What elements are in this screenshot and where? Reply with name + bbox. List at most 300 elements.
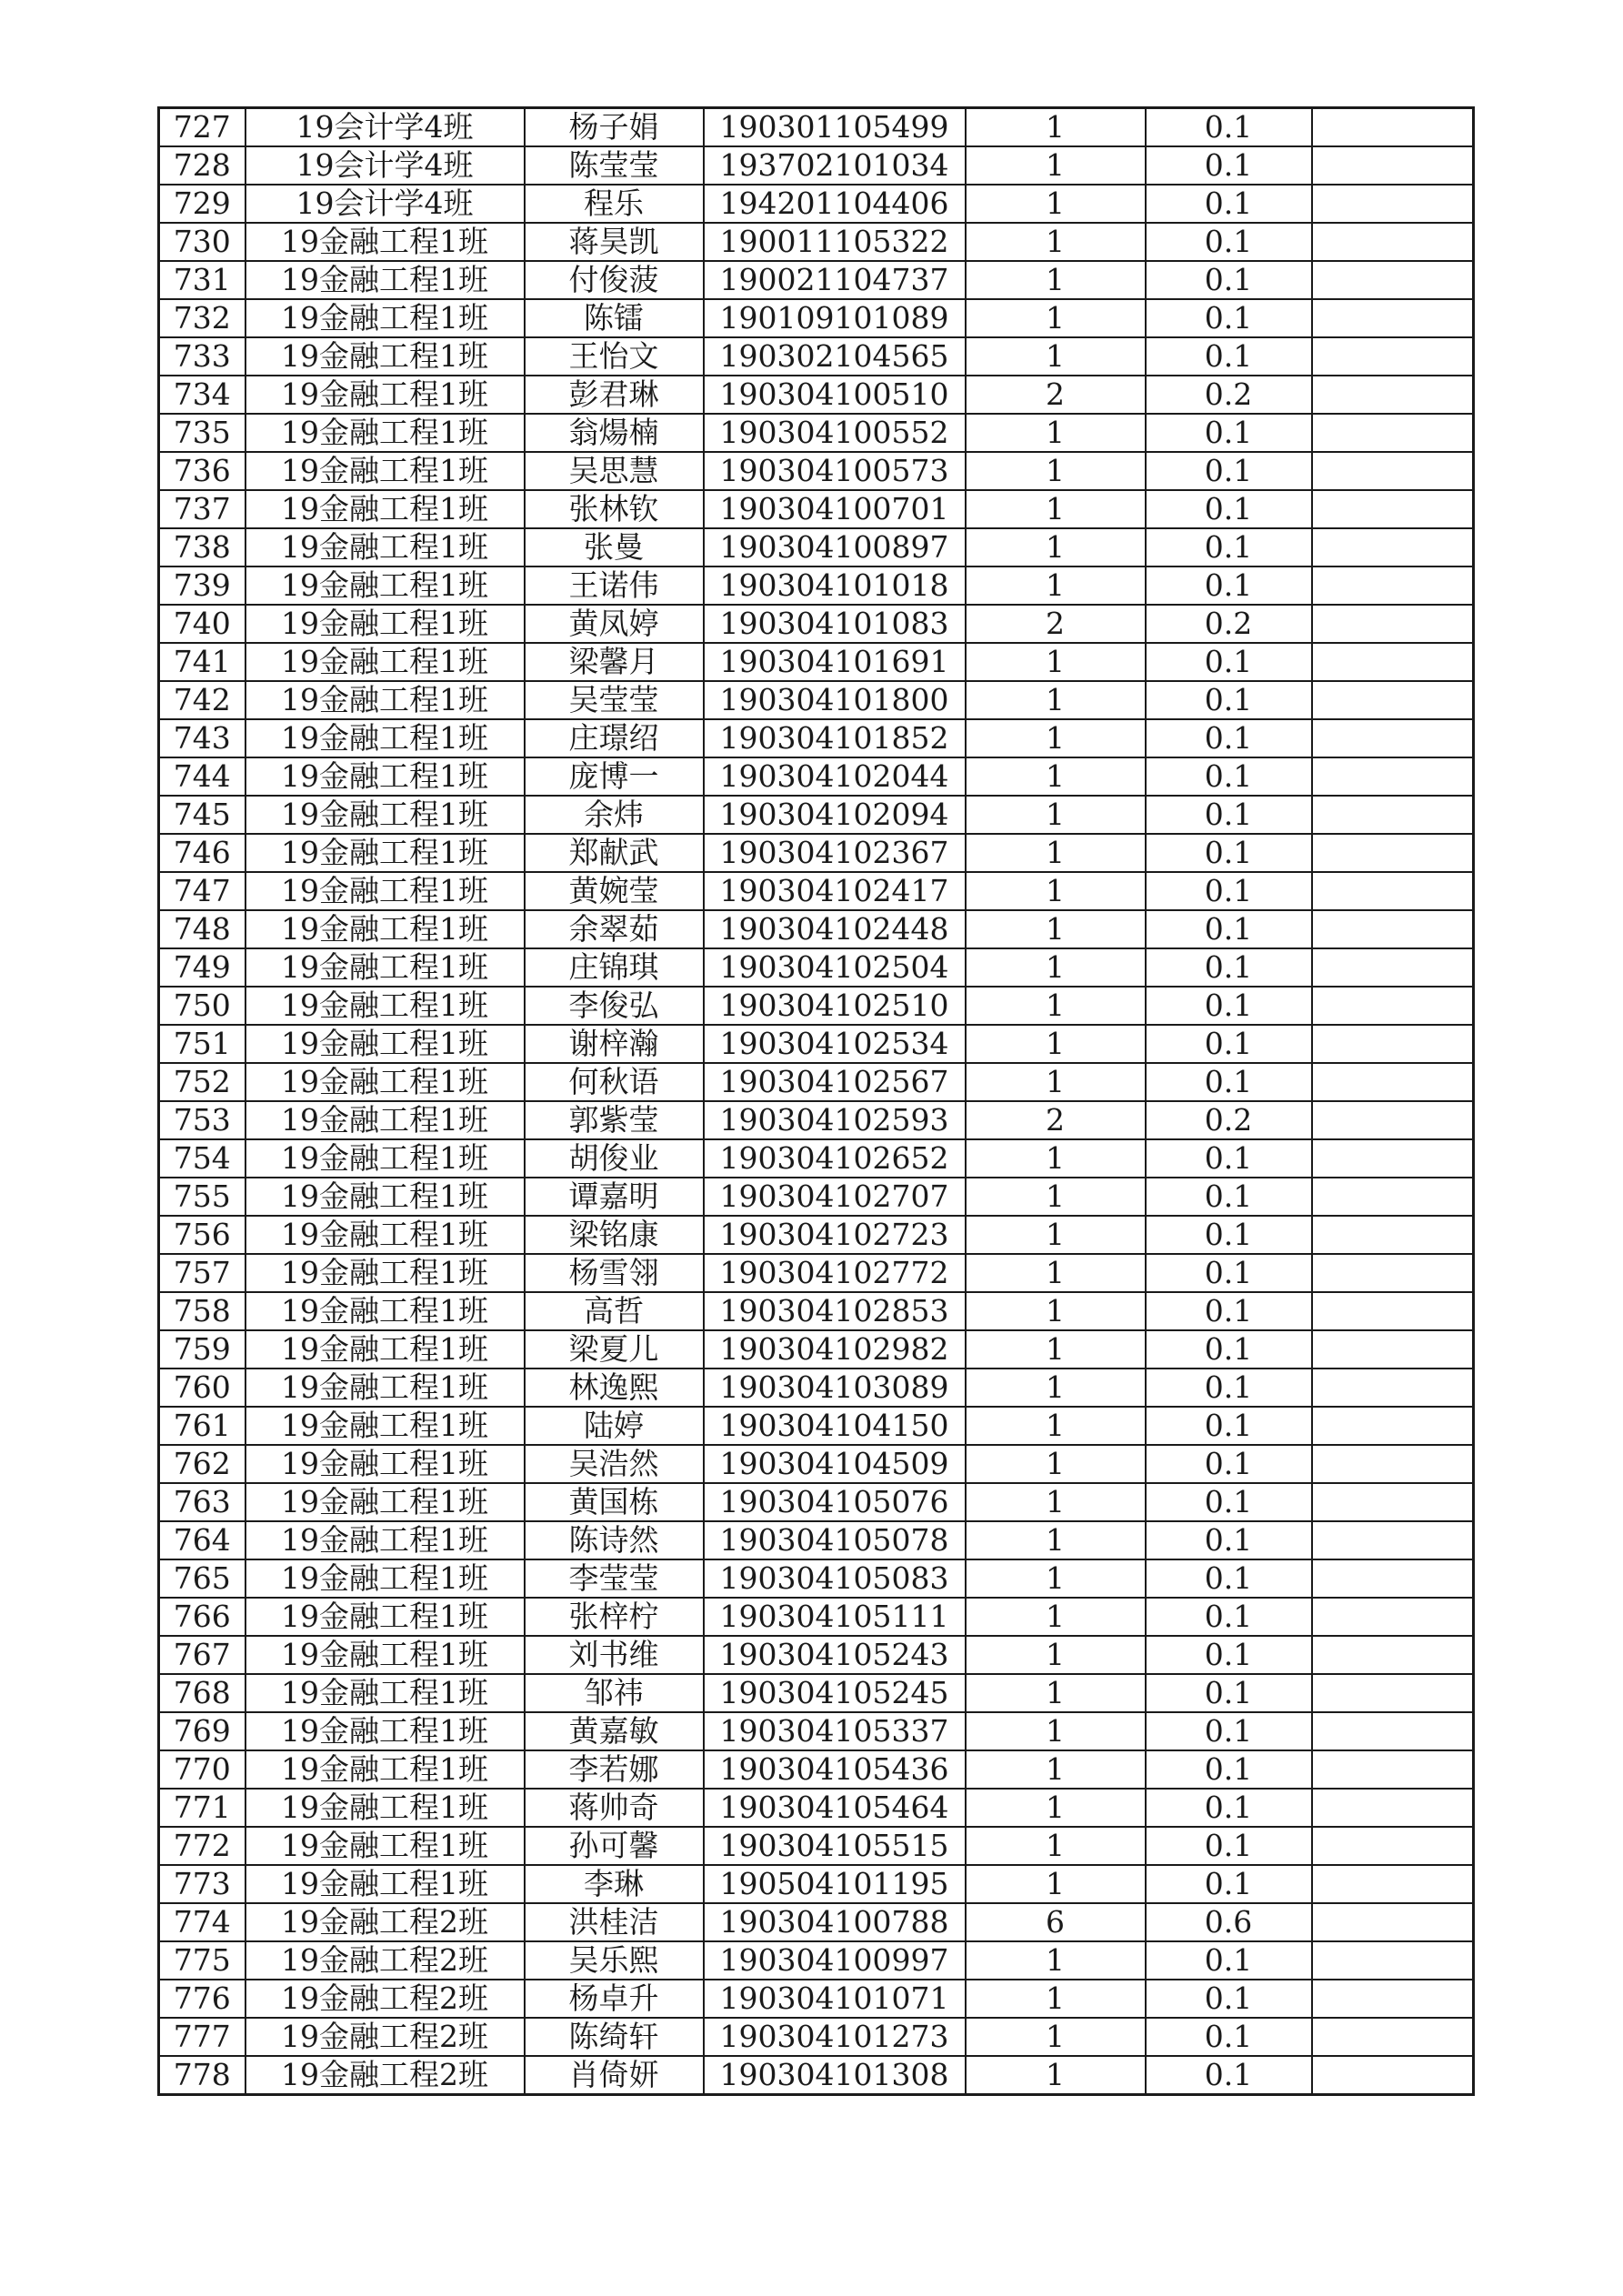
row-number-cell: 762 [159,1445,245,1483]
remark-cell [1312,1598,1474,1636]
row-number-cell: 777 [159,2018,245,2056]
student-id-cell: 193702101034 [704,146,966,185]
student-name-cell: 高哲 [525,1292,704,1330]
student-id-cell: 190304100897 [704,528,966,566]
table-row [159,2056,1474,2095]
table-row [159,566,1474,605]
class-name-cell: 19金融工程1班 [245,757,525,796]
student-id-cell: 190304100573 [704,452,966,490]
student-name-cell: 吴乐熙 [525,1941,704,1980]
remark-cell [1312,910,1474,948]
class-name-cell: 19金融工程2班 [245,2056,525,2095]
row-number-cell: 748 [159,910,245,948]
row-number-cell: 731 [159,261,245,299]
remark-cell [1312,1750,1474,1789]
table-row [159,948,1474,987]
student-name-cell: 梁馨月 [525,643,704,681]
row-number-cell: 733 [159,337,245,376]
row-number-cell: 773 [159,1865,245,1903]
score-cell: 0.1 [1146,872,1312,910]
student-name-cell: 余翠茹 [525,910,704,948]
student-id-cell: 190301105499 [704,108,966,147]
student-id-cell: 190304105111 [704,1598,966,1636]
row-number-cell: 734 [159,376,245,414]
remark-cell [1312,1063,1474,1101]
student-id-cell: 190109101089 [704,299,966,337]
class-name-cell: 19金融工程1班 [245,452,525,490]
score-cell: 0.1 [1146,2056,1312,2095]
student-name-cell: 杨卓升 [525,1980,704,2018]
student-id-cell: 190304105083 [704,1559,966,1598]
remark-cell [1312,1483,1474,1521]
count-cell: 2 [966,1101,1146,1139]
remark-cell [1312,1330,1474,1369]
row-number-cell: 741 [159,643,245,681]
table-row [159,490,1474,528]
count-cell: 6 [966,1903,1146,1941]
remark-cell [1312,1712,1474,1750]
count-cell: 1 [966,719,1146,757]
remark-cell [1312,1101,1474,1139]
table-row [159,1292,1474,1330]
student-id-cell: 190304102723 [704,1216,966,1254]
student-name-cell: 邹祎 [525,1674,704,1712]
row-number-cell: 778 [159,2056,245,2095]
table-row [159,337,1474,376]
student-id-cell: 190304101071 [704,1980,966,2018]
row-number-cell: 767 [159,1636,245,1674]
class-name-cell: 19金融工程1班 [245,376,525,414]
class-name-cell: 19金融工程1班 [245,796,525,834]
student-name-cell: 谢梓瀚 [525,1025,704,1063]
score-cell: 0.1 [1146,1941,1312,1980]
score-cell: 0.1 [1146,528,1312,566]
class-name-cell: 19会计学4班 [245,146,525,185]
score-cell: 0.1 [1146,1559,1312,1598]
class-name-cell: 19金融工程1班 [245,1865,525,1903]
count-cell: 1 [966,1674,1146,1712]
student-id-cell: 190304105436 [704,1750,966,1789]
remark-cell [1312,299,1474,337]
student-name-cell: 郭紫莹 [525,1101,704,1139]
table-row [159,1636,1474,1674]
row-number-cell: 758 [159,1292,245,1330]
student-id-cell: 190304101691 [704,643,966,681]
student-name-cell: 肖倚妍 [525,2056,704,2095]
count-cell: 1 [966,948,1146,987]
score-cell: 0.1 [1146,1712,1312,1750]
count-cell: 1 [966,1750,1146,1789]
student-id-cell: 190304105515 [704,1827,966,1865]
class-name-cell: 19金融工程1班 [245,987,525,1025]
count-cell: 1 [966,643,1146,681]
class-name-cell: 19金融工程1班 [245,1750,525,1789]
row-number-cell: 756 [159,1216,245,1254]
row-number-cell: 736 [159,452,245,490]
count-cell: 1 [966,566,1146,605]
class-name-cell: 19金融工程1班 [245,719,525,757]
score-cell: 0.1 [1146,261,1312,299]
table-row [159,185,1474,223]
row-number-cell: 737 [159,490,245,528]
table-row [159,681,1474,719]
table-row [159,1445,1474,1483]
class-name-cell: 19金融工程1班 [245,1330,525,1369]
table-row [159,1789,1474,1827]
table-row [159,1178,1474,1216]
score-cell: 0.1 [1146,1827,1312,1865]
table-row [159,1980,1474,2018]
table-row [159,872,1474,910]
class-name-cell: 19金融工程1班 [245,1369,525,1407]
student-id-cell: 190304100510 [704,376,966,414]
class-name-cell: 19金融工程1班 [245,490,525,528]
table-row [159,1407,1474,1445]
class-name-cell: 19金融工程1班 [245,1292,525,1330]
student-name-cell: 林逸熙 [525,1369,704,1407]
student-name-cell: 陈莹莹 [525,146,704,185]
score-cell: 0.1 [1146,1980,1312,2018]
class-name-cell: 19金融工程1班 [245,1216,525,1254]
table-row [159,414,1474,452]
row-number-cell: 775 [159,1941,245,1980]
student-name-cell: 王怡文 [525,337,704,376]
remark-cell [1312,872,1474,910]
score-cell: 0.1 [1146,1789,1312,1827]
student-name-cell: 梁夏儿 [525,1330,704,1369]
count-cell: 1 [966,681,1146,719]
table-row [159,643,1474,681]
class-name-cell: 19金融工程1班 [245,337,525,376]
student-name-cell: 陈绮轩 [525,2018,704,2056]
table-row [159,1369,1474,1407]
class-name-cell: 19金融工程1班 [245,1559,525,1598]
class-name-cell: 19金融工程1班 [245,1827,525,1865]
count-cell: 1 [966,1407,1146,1445]
student-id-cell: 190304102593 [704,1101,966,1139]
remark-cell [1312,796,1474,834]
student-id-cell: 194201104406 [704,185,966,223]
table-row [159,1254,1474,1292]
score-cell: 0.1 [1146,681,1312,719]
count-cell: 1 [966,1827,1146,1865]
student-name-cell: 庄锦琪 [525,948,704,987]
table-row [159,1101,1474,1139]
student-id-cell: 190304102504 [704,948,966,987]
student-name-cell: 陈诗然 [525,1521,704,1559]
score-cell: 0.1 [1146,1483,1312,1521]
student-name-cell: 陆婷 [525,1407,704,1445]
table-row [159,1025,1474,1063]
class-name-cell: 19金融工程1班 [245,1674,525,1712]
student-name-cell: 付俊菠 [525,261,704,299]
student-name-cell: 陈镭 [525,299,704,337]
remark-cell [1312,1980,1474,2018]
student-id-cell: 190304102367 [704,834,966,872]
student-name-cell: 洪桂洁 [525,1903,704,1941]
table-row [159,1903,1474,1941]
count-cell: 1 [966,1636,1146,1674]
class-name-cell: 19金融工程1班 [245,1789,525,1827]
student-id-cell: 190304101800 [704,681,966,719]
table-row [159,2018,1474,2056]
row-number-cell: 763 [159,1483,245,1521]
table-row [159,719,1474,757]
row-number-cell: 730 [159,223,245,261]
count-cell: 1 [966,2056,1146,2095]
student-name-cell: 梁铭康 [525,1216,704,1254]
remark-cell [1312,2018,1474,2056]
row-number-cell: 759 [159,1330,245,1369]
score-cell: 0.1 [1146,834,1312,872]
student-id-cell: 190304102510 [704,987,966,1025]
count-cell: 1 [966,1063,1146,1101]
remark-cell [1312,528,1474,566]
student-id-cell: 190011105322 [704,223,966,261]
student-id-cell: 190304102982 [704,1330,966,1369]
remark-cell [1312,452,1474,490]
student-id-cell: 190304100997 [704,1941,966,1980]
remark-cell [1312,1369,1474,1407]
student-id-cell: 190304105245 [704,1674,966,1712]
class-name-cell: 19金融工程1班 [245,1407,525,1445]
count-cell: 1 [966,1330,1146,1369]
table-row [159,261,1474,299]
score-cell: 0.1 [1146,1025,1312,1063]
remark-cell [1312,643,1474,681]
class-name-cell: 19金融工程1班 [245,1445,525,1483]
remark-cell [1312,414,1474,452]
score-cell: 0.1 [1146,1865,1312,1903]
score-cell: 0.1 [1146,223,1312,261]
row-number-cell: 764 [159,1521,245,1559]
table-row [159,1330,1474,1369]
remark-cell [1312,1254,1474,1292]
remark-cell [1312,1827,1474,1865]
score-cell: 0.1 [1146,452,1312,490]
row-number-cell: 766 [159,1598,245,1636]
class-name-cell: 19金融工程1班 [245,1636,525,1674]
score-cell: 0.1 [1146,2018,1312,2056]
class-name-cell: 19金融工程1班 [245,834,525,872]
remark-cell [1312,1445,1474,1483]
student-id-cell: 190304101018 [704,566,966,605]
row-number-cell: 738 [159,528,245,566]
score-cell: 0.1 [1146,1178,1312,1216]
row-number-cell: 745 [159,796,245,834]
count-cell: 2 [966,376,1146,414]
row-number-cell: 729 [159,185,245,223]
table-row [159,299,1474,337]
class-name-cell: 19金融工程1班 [245,528,525,566]
row-number-cell: 727 [159,108,245,147]
class-name-cell: 19金融工程1班 [245,1521,525,1559]
row-number-cell: 761 [159,1407,245,1445]
row-number-cell: 744 [159,757,245,796]
student-id-cell: 190304101273 [704,2018,966,2056]
student-id-cell: 190304102772 [704,1254,966,1292]
student-name-cell: 吴思慧 [525,452,704,490]
class-name-cell: 19金融工程1班 [245,1139,525,1178]
row-number-cell: 753 [159,1101,245,1139]
score-cell: 0.1 [1146,1369,1312,1407]
count-cell: 1 [966,1139,1146,1178]
count-cell: 1 [966,299,1146,337]
table-row [159,1559,1474,1598]
row-number-cell: 769 [159,1712,245,1750]
student-id-cell: 190302104565 [704,337,966,376]
score-cell: 0.1 [1146,1750,1312,1789]
class-name-cell: 19金融工程1班 [245,414,525,452]
student-id-cell: 190304100788 [704,1903,966,1941]
class-name-cell: 19金融工程1班 [245,1712,525,1750]
count-cell: 1 [966,223,1146,261]
class-name-cell: 19金融工程1班 [245,1178,525,1216]
student-name-cell: 谭嘉明 [525,1178,704,1216]
table-row [159,1865,1474,1903]
count-cell: 1 [966,1445,1146,1483]
class-name-cell: 19金融工程1班 [245,1598,525,1636]
score-cell: 0.1 [1146,299,1312,337]
score-cell: 0.1 [1146,490,1312,528]
student-name-cell: 蒋帅奇 [525,1789,704,1827]
student-id-cell: 190304100701 [704,490,966,528]
student-id-cell: 190304102707 [704,1178,966,1216]
class-name-cell: 19会计学4班 [245,185,525,223]
count-cell: 1 [966,108,1146,147]
roster-body [159,108,1474,2095]
class-name-cell: 19金融工程1班 [245,1025,525,1063]
remark-cell [1312,1178,1474,1216]
class-name-cell: 19金融工程2班 [245,1941,525,1980]
student-id-cell: 190304102567 [704,1063,966,1101]
remark-cell [1312,1789,1474,1827]
class-name-cell: 19金融工程1班 [245,223,525,261]
class-name-cell: 19金融工程1班 [245,1254,525,1292]
table-row [159,796,1474,834]
count-cell: 2 [966,605,1146,643]
student-id-cell: 190304100552 [704,414,966,452]
count-cell: 1 [966,872,1146,910]
student-name-cell: 杨子娟 [525,108,704,147]
count-cell: 1 [966,1941,1146,1980]
student-name-cell: 余炜 [525,796,704,834]
remark-cell [1312,1865,1474,1903]
count-cell: 1 [966,987,1146,1025]
score-cell: 0.1 [1146,643,1312,681]
student-name-cell: 蒋昊凯 [525,223,704,261]
student-id-cell: 190304101308 [704,2056,966,2095]
table-row [159,1674,1474,1712]
row-number-cell: 776 [159,1980,245,2018]
student-name-cell: 吴莹莹 [525,681,704,719]
student-name-cell: 李俊弘 [525,987,704,1025]
student-name-cell: 郑献武 [525,834,704,872]
row-number-cell: 755 [159,1178,245,1216]
student-id-cell: 190304105243 [704,1636,966,1674]
score-cell: 0.1 [1146,414,1312,452]
score-cell: 0.1 [1146,1521,1312,1559]
remark-cell [1312,987,1474,1025]
student-id-cell: 190304102417 [704,872,966,910]
remark-cell [1312,337,1474,376]
row-number-cell: 728 [159,146,245,185]
score-cell: 0.1 [1146,1330,1312,1369]
score-cell: 0.1 [1146,1254,1312,1292]
count-cell: 1 [966,1178,1146,1216]
table-row [159,1139,1474,1178]
remark-cell [1312,605,1474,643]
score-cell: 0.1 [1146,566,1312,605]
table-row [159,1941,1474,1980]
remark-cell [1312,1903,1474,1941]
score-cell: 0.1 [1146,948,1312,987]
student-name-cell: 庄璟绍 [525,719,704,757]
score-cell: 0.1 [1146,1139,1312,1178]
remark-cell [1312,2056,1474,2095]
score-cell: 0.2 [1146,376,1312,414]
score-cell: 0.1 [1146,796,1312,834]
row-number-cell: 757 [159,1254,245,1292]
table-row [159,605,1474,643]
class-name-cell: 19金融工程1班 [245,566,525,605]
student-name-cell: 黄嘉敏 [525,1712,704,1750]
count-cell: 1 [966,1292,1146,1330]
student-id-cell: 190504101195 [704,1865,966,1903]
remark-cell [1312,146,1474,185]
remark-cell [1312,681,1474,719]
score-cell: 0.1 [1146,1407,1312,1445]
student-id-cell: 190304104150 [704,1407,966,1445]
table-row [159,528,1474,566]
class-name-cell: 19金融工程2班 [245,2018,525,2056]
row-number-cell: 774 [159,1903,245,1941]
row-number-cell: 754 [159,1139,245,1178]
row-number-cell: 746 [159,834,245,872]
class-name-cell: 19金融工程2班 [245,1980,525,2018]
row-number-cell: 770 [159,1750,245,1789]
row-number-cell: 751 [159,1025,245,1063]
student-id-cell: 190304102853 [704,1292,966,1330]
student-name-cell: 张曼 [525,528,704,566]
table-row [159,987,1474,1025]
student-name-cell: 张梓柠 [525,1598,704,1636]
student-name-cell: 王诺伟 [525,566,704,605]
score-cell: 0.1 [1146,1292,1312,1330]
count-cell: 1 [966,452,1146,490]
count-cell: 1 [966,1865,1146,1903]
table-row [159,1216,1474,1254]
class-name-cell: 19金融工程2班 [245,1903,525,1941]
student-name-cell: 李琳 [525,1865,704,1903]
row-number-cell: 747 [159,872,245,910]
class-name-cell: 19金融工程1班 [245,605,525,643]
remark-cell [1312,1139,1474,1178]
score-cell: 0.1 [1146,1445,1312,1483]
count-cell: 1 [966,757,1146,796]
count-cell: 1 [966,1559,1146,1598]
student-id-cell: 190304105464 [704,1789,966,1827]
student-name-cell: 张林钦 [525,490,704,528]
score-cell: 0.1 [1146,185,1312,223]
student-name-cell: 彭君琳 [525,376,704,414]
count-cell: 1 [966,1980,1146,2018]
table-row [159,834,1474,872]
row-number-cell: 765 [159,1559,245,1598]
student-id-cell: 190304103089 [704,1369,966,1407]
remark-cell [1312,1216,1474,1254]
table-row [159,146,1474,185]
